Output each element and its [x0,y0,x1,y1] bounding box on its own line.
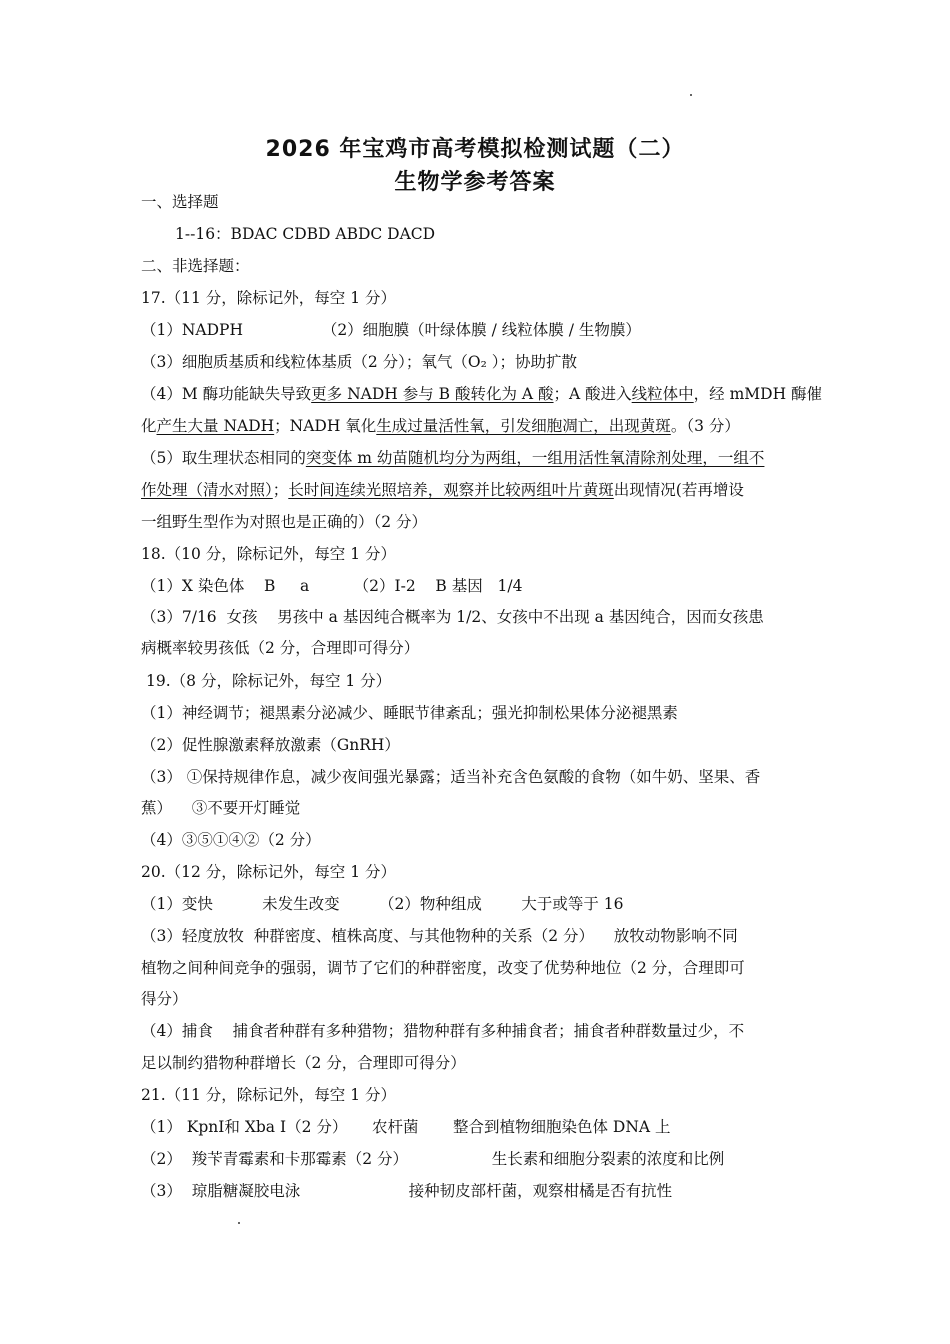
underlined-key-phrase: 生成过量活性氧，引发细胞凋亡，出现黄斑 [376,417,671,435]
answer-text: （4）捕食 捕食者种群有多种猎物；猎物种群有多种捕食者；捕食者种群数量过少，不 [141,1022,745,1040]
answer-line [141,638,419,658]
answer-line [141,798,300,818]
document-subtitle: 生物学参考答案 [394,170,556,195]
answer-line [141,1117,671,1137]
answer-text: ；NADH 氧化 [274,417,377,435]
answer-text: 19.（8 分，除标记外，每空 1 分） [146,672,392,690]
answer-text: 得分） [141,990,188,1008]
answer-text: ； [272,481,289,499]
answer-text: 化 [141,417,157,435]
answer-text: （3） 琼脂糖凝胶电泳 接种韧皮部杆菌，观察柑橘是否有抗性 [141,1182,673,1200]
answer-text: （4）M 酶功能缺失导致 [141,385,312,403]
answer-text: （1）神经调节；褪黑素分泌减少、睡眠节律紊乱；强光抑制松果体分泌褪黑素 [141,704,678,722]
answer-text: （1）X 染色体 B a （2）Ⅰ-2 B 基因 1/4 [141,577,523,595]
answer-line [141,894,623,914]
answer-text: 21.（11 分，除标记外，每空 1 分） [141,1086,397,1104]
answer-line [141,544,396,564]
answer-text: 足以制约猎物种群增长（2 分，合理即可得分） [141,1054,466,1072]
answer-line [141,862,396,882]
answer-text: （3） ①保持规律作息，减少夜间强光暴露；适当补充含色氨酸的食物（如牛奶、坚果、香 [141,768,761,786]
answer-text: ；A 酸进入 [553,385,632,403]
answer-line [141,989,188,1009]
answer-text: 植物之间种间竞争的强弱，调节了它们的种群密度，改变了优势种地位（2 分，合理即可 [141,959,745,977]
answer-line [146,671,391,691]
answer-line [141,1053,466,1073]
underlined-key-phrase: 突变体 m 幼苗随机均分为两组，一组用活性氧清除剂处理，一组不 [305,449,765,467]
answer-line [141,352,577,372]
answer-text: （4）③⑤①④②（2 分） [141,831,321,849]
answer-text: 出现情况(若再增设 [613,481,744,499]
answer-line [141,767,760,787]
answer-line [141,958,745,978]
answer-line [141,1149,724,1169]
answer-text: 病概率较男孩低（2 分，合理即可得分） [141,639,420,657]
answer-line [141,416,740,436]
answer-line [141,703,678,723]
document-title: 2026 年宝鸡市高考模拟检测试题（二） [265,137,685,162]
underlined-key-phrase: 线粒体中 [631,385,694,403]
answer-text: 一、选择题 [141,193,219,211]
answer-text: 17.（11 分，除标记外，每空 1 分） [141,289,397,307]
answer-line [141,830,321,850]
answer-text: （1）NADPH （2）细胞膜（叶绿体膜 / 线粒体膜 / 生物膜） [141,321,641,339]
answer-line [141,607,764,627]
answer-text: （3）7/16 女孩 男孩中 a 基因纯合概率为 1/2、女孩中不出现 a 基因纯合，因而女孩患 [141,608,764,626]
speck-mark [238,1222,240,1224]
answer-text: 一组野生型作为对照也是正确的）（2 分） [141,513,428,531]
answer-line [141,384,822,404]
answer-text: （1） KpnⅠ和 Xba Ⅰ（2 分） 农杆菌 整合到植物细胞染色体 DNA 上 [141,1118,671,1136]
speck-mark [690,94,692,96]
answer-line [141,1181,672,1201]
answer-line [141,448,764,468]
answer-line [141,320,641,340]
answer-text: 1--16：BDAC CDBD ABDC DACD [175,225,436,243]
underlined-key-phrase: 作处理（清水对照） [141,481,273,499]
answer-line [141,512,427,532]
answer-text: （2） 羧苄青霉素和卡那霉素（2 分） 生长素和细胞分裂素的浓度和比例 [141,1150,725,1168]
answer-text: （5）取生理状态相同的 [141,449,306,467]
answer-text: （3）轻度放牧 种群密度、植株高度、与其他物种的关系（2 分） 放牧动物影响不同 [141,927,738,945]
underlined-key-phrase: 长时间连续光照培养，观察并比较两组叶片黄斑 [288,481,614,499]
underlined-key-phrase: 产生大量 NADH [156,417,275,435]
underlined-key-phrase: 更多 NADH 参与 B 酸转化为 A 酸 [311,385,554,403]
answer-line [141,480,744,500]
answer-text: 二、非选择题： [141,257,250,275]
answer-line [141,735,400,755]
answer-text: 。（3 分） [670,417,740,435]
answer-text: ，经 mMDH 酶催 [693,385,823,403]
answer-line [141,576,522,596]
answer-line [175,224,435,244]
answer-line [141,288,396,308]
answer-line [141,1085,396,1105]
answer-text: （1）变快 未发生改变 （2）物种组成 大于或等于 16 [141,895,624,913]
answer-text: （3）细胞质基质和线粒体基质（2 分）；氧气（O₂ ）；协助扩散 [141,353,578,371]
answer-text: 蕉） ③不要开灯睡觉 [141,799,301,817]
answer-line [141,926,738,946]
answer-text: （2）促性腺激素释放激素（GnRH） [141,736,400,754]
answer-line [141,1021,744,1041]
answer-line [141,256,250,276]
answer-line [141,192,219,212]
answer-text: 18.（10 分，除标记外，每空 1 分） [141,545,397,563]
answer-text: 20.（12 分，除标记外，每空 1 分） [141,863,397,881]
